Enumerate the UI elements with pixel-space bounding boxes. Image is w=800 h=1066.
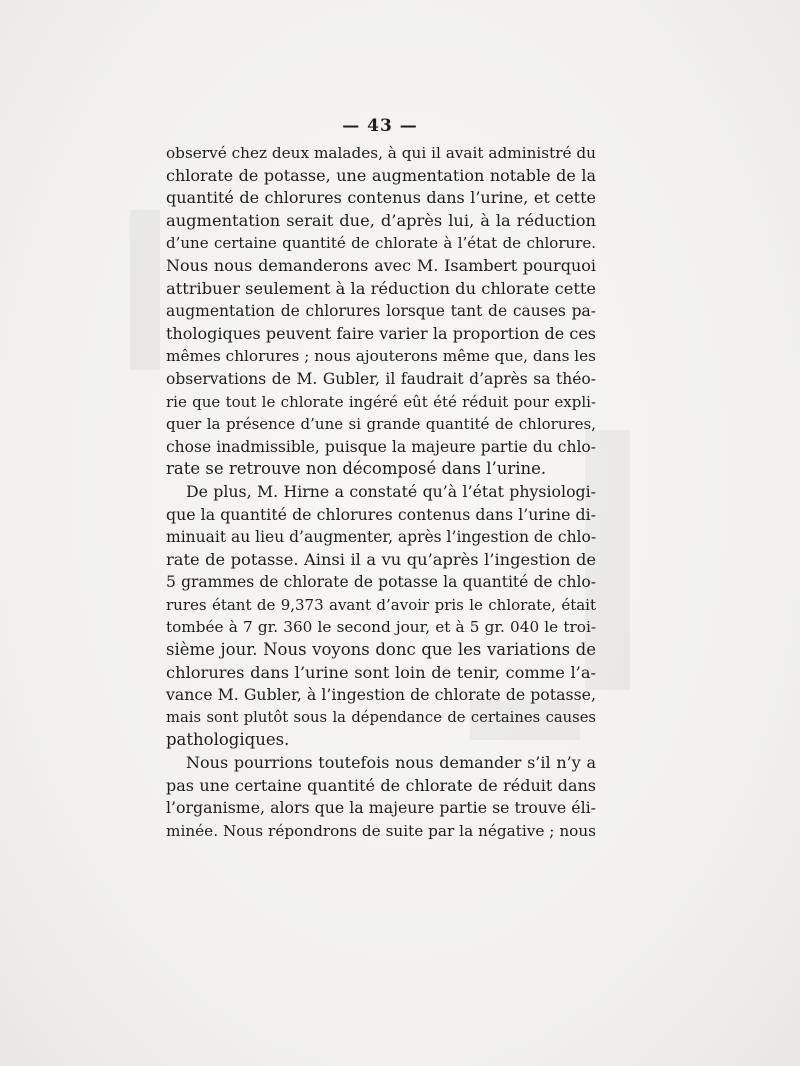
text-line: vance M. Gubler, à l’ingestion de chlorate de potasse, bbox=[166, 685, 596, 705]
text-line: Nous nous demanderons avec M. Isambert pourquoi bbox=[166, 255, 596, 275]
text-line: attribuer seulement à la réduction du chlorate cette bbox=[166, 278, 596, 298]
text-line: sième jour. Nous voyons donc que les variations de bbox=[166, 640, 596, 660]
text-line: mêmes chlorures ; nous ajouterons même que, dans les bbox=[166, 347, 596, 366]
text-line: rate se retrouve non décomposé dans l’urine. bbox=[166, 459, 547, 479]
text-line: tombée à 7 gr. 360 le second jour, et à 5 gr. 040 le troi- bbox=[166, 618, 596, 637]
text-line: minée. Nous répondrons de suite par la négative ; nous bbox=[166, 821, 596, 840]
text-line: 5 grammes de chlorate de potasse la quantité de chlo- bbox=[166, 573, 596, 592]
text-line: quer la présence d’une si grande quantité de chlorures, bbox=[166, 415, 596, 434]
text-line: observations de M. Gubler, il faudrait d’après sa théo- bbox=[166, 369, 596, 388]
text-line: rie que tout le chlorate ingéré eût été réduit pour expli- bbox=[166, 392, 596, 411]
bleed-through-mark bbox=[130, 210, 160, 370]
text-line: observé chez deux malades, à qui il avait administré du bbox=[166, 144, 596, 162]
text-line: augmentation de chlorures lorsque tant de causes pa- bbox=[166, 302, 596, 321]
body-text bbox=[166, 142, 596, 842]
text-line: thologiques peuvent faire varier la proportion de ces bbox=[166, 323, 596, 343]
text-line: mais sont plutôt sous la dépendance de certaines causes bbox=[166, 708, 596, 726]
text-line: rures étant de 9,373 avant d’avoir pris le chlorate, était bbox=[166, 595, 596, 614]
text-line: chose inadmissible, puisque la majeure partie du chlo- bbox=[166, 437, 596, 456]
text-line: d’une certaine quantité de chlorate à l’état de chlorure. bbox=[166, 234, 596, 253]
text-line: minuait au lieu d’augmenter, après l’ingestion de chlo- bbox=[166, 528, 597, 547]
text-line: Nous pourrions toutefois nous demander s’il n’y a bbox=[186, 753, 596, 773]
text-line: rate de potasse. Ainsi il a vu qu’après l’ingestion de bbox=[166, 549, 596, 569]
text-line: que la quantité de chlorures contenus dans l’urine di- bbox=[166, 504, 596, 524]
text-line: chlorate de potasse, une augmentation notable de la bbox=[166, 165, 596, 185]
text-line: pathologiques. bbox=[166, 730, 290, 750]
text-line: l’organisme, alors que la majeure partie se trouve éli- bbox=[166, 798, 596, 818]
text-line: De plus, M. Hirne a constaté qu’à l’état physiologi- bbox=[186, 481, 596, 501]
text-line: chlorures dans l’urine sont loin de tenir, comme l’a- bbox=[166, 662, 596, 682]
text-line: quantité de chlorures contenus dans l’urine, et cette bbox=[166, 188, 596, 208]
text-line: augmentation serait due, d’après lui, à la réduction bbox=[166, 210, 596, 230]
text-line: pas une certaine quantité de chlorate de réduit dans bbox=[166, 775, 596, 795]
page-number: — 43 — bbox=[342, 116, 418, 136]
